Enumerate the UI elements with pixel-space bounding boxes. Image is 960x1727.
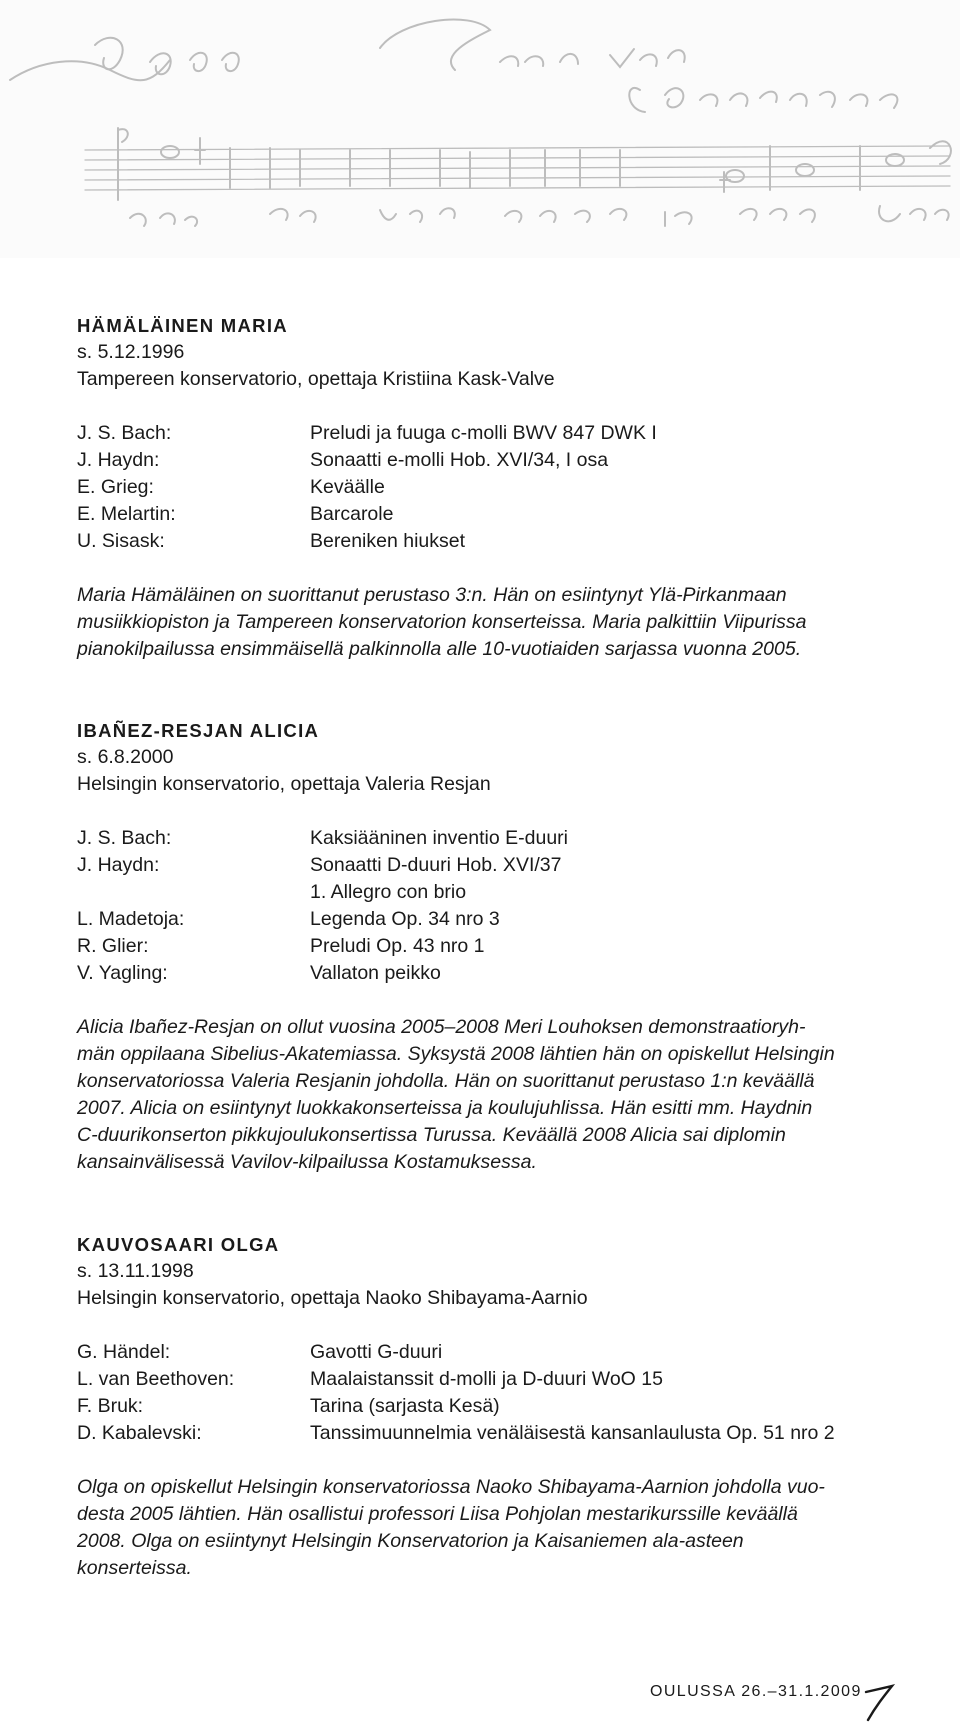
repertoire-row	[77, 960, 897, 987]
school-and-teacher: Helsingin konservatorio, opettaja Naoko Shibayama-Aarnio	[77, 1287, 588, 1309]
composer: J. Haydn:	[77, 449, 160, 471]
biography-line: 2007. Alicia on esiintynyt luokkakonserteissa ja koulujuhlissa. Hän esitti mm. Haydnin	[77, 1097, 813, 1119]
manuscript-header-image	[0, 0, 960, 258]
handwritten-score-illustration	[0, 0, 960, 258]
repertoire-row	[77, 420, 897, 447]
repertoire-row	[77, 1393, 897, 1420]
work-title: Sonaatti e-molli Hob. XVI/34, I osa	[310, 449, 609, 471]
repertoire-row	[77, 474, 897, 501]
repertoire-list	[77, 420, 897, 555]
composer: D. Kabalevski:	[77, 1422, 202, 1444]
biography-line: 2008. Olga on esiintynyt Helsingin Konservatorion ja Kaisaniemen ala-asteen	[77, 1530, 744, 1552]
composer: V. Yagling:	[77, 962, 168, 984]
work-title: Vallaton peikko	[310, 962, 441, 984]
biography-line: C-duurikonserton pikkujoulukonsertissa Turussa. Keväällä 2008 Alicia sai diplomin	[77, 1124, 786, 1146]
repertoire-row	[77, 825, 897, 852]
composer: R. Glier:	[77, 935, 149, 957]
work-title: Barcarole	[310, 503, 394, 525]
composer	[77, 879, 310, 906]
school-and-teacher: Helsingin konservatorio, opettaja Valeria Resjan	[77, 773, 491, 795]
birth-date: s. 6.8.2000	[77, 746, 174, 768]
repertoire-row	[77, 879, 897, 906]
composer: J. S. Bach:	[77, 422, 172, 444]
repertoire-row	[77, 933, 897, 960]
composer: L. van Beethoven:	[77, 1368, 235, 1390]
composer: E. Grieg:	[77, 476, 154, 498]
work-title: Maalaistanssit d-molli ja D-duuri WoO 15	[310, 1368, 663, 1390]
composer: L. Madetoja:	[77, 908, 185, 930]
biography	[77, 582, 897, 663]
performer-entry	[77, 1231, 897, 1582]
composer: J. Haydn:	[77, 854, 160, 876]
biography-line: konservatoriossa Valeria Resjanin johdolla. Hän on suorittanut perustaso 1:n keväällä	[77, 1070, 815, 1092]
composer: F. Bruk:	[77, 1395, 144, 1417]
work-title: Preludi ja fuuga c-molli BWV 847 DWK I	[310, 422, 657, 444]
footer-event-dates: OULUSSA 26.–31.1.2009	[650, 1683, 862, 1700]
composer: E. Melartin:	[77, 503, 176, 525]
repertoire-row	[77, 447, 897, 474]
repertoire-row	[77, 852, 897, 879]
performer-name: HÄMÄLÄINEN MARIA	[77, 315, 288, 336]
repertoire-row	[77, 1366, 897, 1393]
biography-line: pianokilpailussa ensimmäisellä palkinnolla alle 10-vuotiaiden sarjassa vuonna 2005.	[77, 638, 802, 660]
biography-line: konserteissa.	[77, 1557, 192, 1579]
school-and-teacher: Tampereen konservatorio, opettaja Kristiina Kask-Valve	[77, 368, 555, 390]
biography-line: Alicia Ibañez-Resjan on ollut vuosina 2005–2008 Meri Louhoksen demonstraatioryh-	[77, 1016, 806, 1038]
composer: J. S. Bach:	[77, 827, 172, 849]
work-title: Tanssimuunnelmia venäläisestä kansanlaulusta Op. 51 nro 2	[310, 1422, 835, 1444]
work-title: Preludi Op. 43 nro 1	[310, 935, 485, 957]
biography	[77, 1474, 897, 1582]
birth-date: s. 5.12.1996	[77, 341, 185, 363]
performer-name: IBAÑEZ-RESJAN ALICIA	[77, 720, 320, 741]
repertoire-list	[77, 1339, 897, 1447]
work-title: Tarina (sarjasta Kesä)	[310, 1395, 500, 1417]
page-number-mark	[862, 1682, 896, 1727]
performer-entry	[77, 717, 897, 1176]
performer-entry	[77, 312, 897, 663]
work-title: Sonaatti D-duuri Hob. XVI/37	[310, 854, 562, 876]
work-title: Legenda Op. 34 nro 3	[310, 908, 500, 930]
composer: G. Händel:	[77, 1341, 171, 1363]
repertoire-row	[77, 1420, 897, 1447]
biography-line: musiikkiopiston ja Tampereen konservatorion konserteissa. Maria palkittiin Viipurissa	[77, 611, 807, 633]
work-title: 1. Allegro con brio	[310, 881, 467, 903]
work-title: Bereniken hiukset	[310, 530, 466, 552]
repertoire-row	[77, 501, 897, 528]
repertoire-row	[77, 1339, 897, 1366]
biography	[77, 1014, 897, 1176]
performer-name: KAUVOSAARI OLGA	[77, 1234, 280, 1255]
repertoire-list	[77, 825, 897, 987]
repertoire-row	[77, 906, 897, 933]
composer: U. Sisask:	[77, 530, 165, 552]
biography-line: Maria Hämäläinen on suorittanut perustaso 3:n. Hän on esiintynyt Ylä-Pirkanmaan	[77, 584, 787, 606]
work-title: Kaksiääninen inventio E-duuri	[310, 827, 568, 849]
biography-line: män oppilaana Sibelius-Akatemiassa. Syksystä 2008 lähtien hän on opiskellut Helsingin	[77, 1043, 835, 1065]
page-number-glyph	[862, 1682, 896, 1722]
biography-line: desta 2005 lähtien. Hän osallistui professori Liisa Pohjolan mestarikurssille keväällä	[77, 1503, 798, 1525]
repertoire-row	[77, 528, 897, 555]
work-title: Gavotti G-duuri	[310, 1341, 443, 1363]
biography-line: Olga on opiskellut Helsingin konservatoriossa Naoko Shibayama-Aarnion johdolla vuo-	[77, 1476, 825, 1498]
birth-date: s. 13.11.1998	[77, 1260, 194, 1282]
work-title: Keväälle	[310, 476, 385, 498]
biography-line: kansainvälisessä Vavilov-kilpailussa Kostamuksessa.	[77, 1151, 537, 1173]
